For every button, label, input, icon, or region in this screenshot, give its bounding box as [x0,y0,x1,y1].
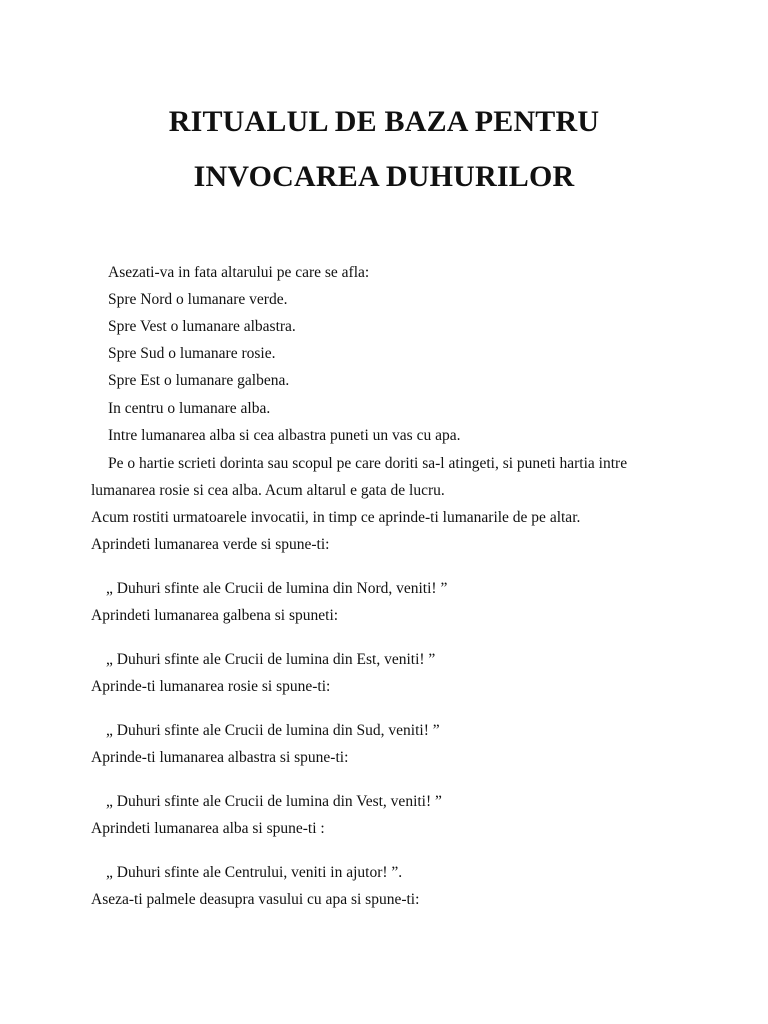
invocation-line: „ Duhuri sfinte ale Crucii de lumina din Est, veniti! ” [106,651,436,668]
text-line: Pe o hartie scrieti dorinta sau scopul pe care doriti sa-l atingeti, si puneti hartia intre [108,455,628,472]
text-line: Aprindeti lumanarea galbena si spuneti: [91,607,339,624]
title-line-1: RITUALUL DE BAZA PENTRU [168,105,600,138]
text-line: Acum rostiti urmatoarele invocatii, in timp ce aprinde-ti lumanarile de pe altar. [91,509,581,526]
text-line: Spre Est o lumanare galbena. [108,372,290,389]
text-line: Aprinde-ti lumanarea albastra si spune-ti: [91,749,349,766]
invocation-line: „ Duhuri sfinte ale Centrului, veniti in ajutor! ”. [106,864,403,881]
invocation-line: „ Duhuri sfinte ale Crucii de lumina din Sud, veniti! ” [106,722,440,739]
text-line: lumanarea rosie si cea alba. Acum altarul e gata de lucru. [91,482,445,499]
text-line: Spre Sud o lumanare rosie. [108,345,276,362]
text-line: Asezati-va in fata altarului pe care se afla: [108,264,370,281]
text-line: Aprinde-ti lumanarea rosie si spune-ti: [91,678,331,695]
invocation-line: „ Duhuri sfinte ale Crucii de lumina din Nord, veniti! ” [106,580,448,597]
text-line: Aprindeti lumanarea verde si spune-ti: [91,536,330,553]
text-line: Spre Nord o lumanare verde. [108,291,288,308]
text-line: Aprindeti lumanarea alba si spune-ti : [91,820,325,837]
title-line-2: INVOCAREA DUHURILOR [193,160,575,193]
text-line: In centru o lumanare alba. [108,400,271,417]
text-line: Spre Vest o lumanare albastra. [108,318,296,335]
invocation-line: „ Duhuri sfinte ale Crucii de lumina din Vest, veniti! ” [106,793,442,810]
text-line: Aseza-ti palmele deasupra vasului cu apa si spune-ti: [91,891,420,908]
text-line: Intre lumanarea alba si cea albastra puneti un vas cu apa. [108,427,461,444]
